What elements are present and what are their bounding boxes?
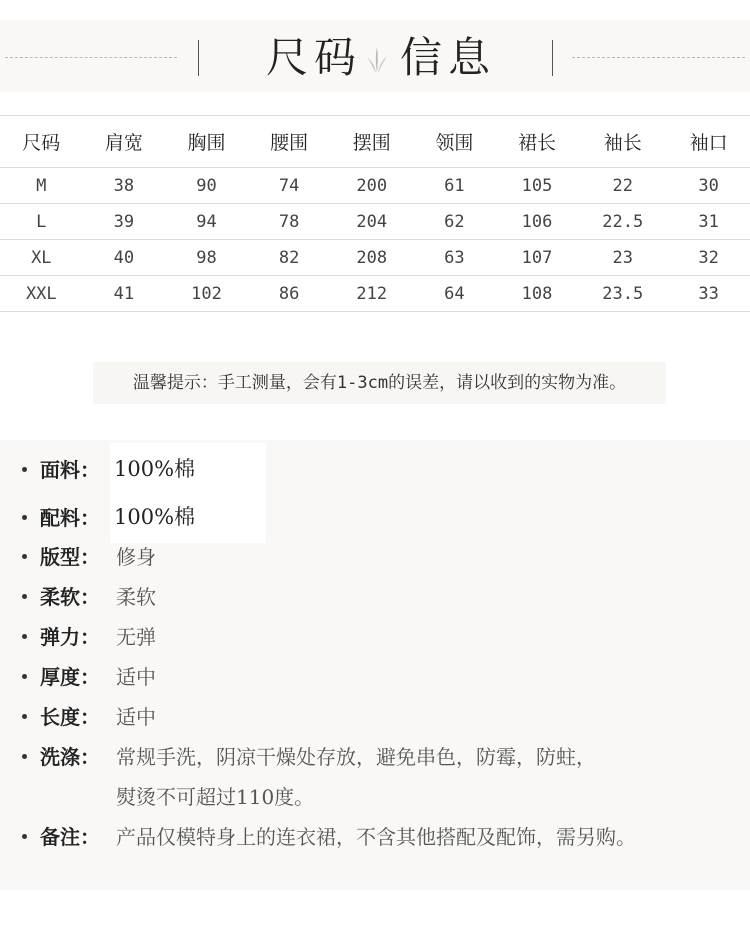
table-cell: 22.5: [578, 204, 667, 240]
table-cell: 23: [578, 240, 667, 276]
spec-item-fabric: [0, 450, 750, 490]
spec-item-washing: [0, 737, 750, 817]
header-divider-right: [572, 57, 745, 58]
table-cell: 64: [413, 276, 496, 312]
spec-label: 柔软：: [40, 585, 100, 609]
grass-leaf-icon: [366, 44, 388, 74]
column-header: 肩宽: [83, 116, 166, 168]
spec-value: 100%棉: [110, 491, 266, 543]
bullet-icon: [22, 634, 27, 639]
table-cell: 98: [165, 240, 248, 276]
table-row: [0, 276, 750, 312]
table-cell: 31: [667, 204, 750, 240]
spec-item-note: [0, 817, 750, 857]
table-cell: XXL: [0, 276, 83, 312]
table-row: [0, 240, 750, 276]
spec-label: 弹力：: [40, 625, 100, 649]
table-cell: 39: [83, 204, 166, 240]
table-cell: 200: [330, 168, 413, 204]
product-spec-list: [0, 440, 750, 890]
bullet-icon: [22, 754, 27, 759]
table-cell: XL: [0, 240, 83, 276]
header-bar-right: [552, 40, 553, 76]
column-header: 胸围: [165, 116, 248, 168]
spec-label: 配料：: [40, 506, 100, 530]
table-cell: 63: [413, 240, 496, 276]
bullet-icon: [22, 515, 27, 520]
table-cell: 108: [496, 276, 579, 312]
bullet-icon: [22, 594, 27, 599]
bullet-icon: [22, 834, 27, 839]
spec-item-softness: [0, 577, 750, 617]
spec-label: 洗涤：: [40, 745, 100, 769]
table-cell: 30: [667, 168, 750, 204]
table-cell: 204: [330, 204, 413, 240]
table-cell: 62: [413, 204, 496, 240]
table-cell: 107: [496, 240, 579, 276]
page-title-part2: 信息: [400, 33, 497, 82]
table-cell: 22: [578, 168, 667, 204]
column-header: 腰围: [248, 116, 331, 168]
spec-value: 产品仅模特身上的连衣裙，不含其他搭配及配饰，需另购。: [116, 825, 636, 849]
header-divider-left: [5, 57, 177, 58]
column-header: 摆围: [330, 116, 413, 168]
table-cell: 90: [165, 168, 248, 204]
column-header: 袖口: [667, 116, 750, 168]
bullet-icon: [22, 554, 27, 559]
size-table: [0, 115, 750, 312]
bullet-icon: [22, 674, 27, 679]
spec-value: 常规手洗，阴凉干燥处存放，避免串色，防霉，防蛀，: [116, 745, 596, 769]
spec-item-thickness: [0, 657, 750, 697]
table-cell: 32: [667, 240, 750, 276]
spec-value: 无弹: [116, 625, 156, 649]
table-cell: 208: [330, 240, 413, 276]
bullet-icon: [22, 467, 27, 472]
column-header: 裙长: [496, 116, 579, 168]
table-header-row: [0, 116, 750, 168]
table-cell: M: [0, 168, 83, 204]
table-cell: 41: [83, 276, 166, 312]
table-cell: 105: [496, 168, 579, 204]
spec-label: 备注：: [40, 825, 100, 849]
spec-label: 厚度：: [40, 665, 100, 689]
spec-value: 修身: [116, 545, 156, 569]
table-cell: 106: [496, 204, 579, 240]
spec-value: 柔软: [116, 585, 156, 609]
table-cell: 82: [248, 240, 331, 276]
table-cell: 40: [83, 240, 166, 276]
table-cell: L: [0, 204, 83, 240]
measurement-tip: 温馨提示：手工测量，会有1-3cm的误差，请以收到的实物为准。: [93, 362, 666, 404]
spec-value: 适中: [116, 705, 156, 729]
table-cell: 38: [83, 168, 166, 204]
table-cell: 86: [248, 276, 331, 312]
table-cell: 78: [248, 204, 331, 240]
table-cell: 23.5: [578, 276, 667, 312]
spec-item-length: [0, 697, 750, 737]
spec-label: 版型：: [40, 545, 100, 569]
spec-item-lining: [0, 498, 750, 538]
table-cell: 94: [165, 204, 248, 240]
column-header: 领围: [413, 116, 496, 168]
table-cell: 74: [248, 168, 331, 204]
column-header: 尺码: [0, 116, 83, 168]
spec-value: 100%棉: [110, 443, 266, 495]
spec-item-fit: [0, 537, 750, 577]
table-cell: 61: [413, 168, 496, 204]
header-bar-left: [198, 40, 199, 76]
bullet-icon: [22, 714, 27, 719]
spec-item-elasticity: [0, 617, 750, 657]
page-title-part1: 尺码: [266, 33, 363, 82]
spec-value-continued: 熨烫不可超过110度。: [116, 785, 315, 809]
spec-label: 面料：: [40, 458, 100, 482]
table-cell: 33: [667, 276, 750, 312]
table-cell: 212: [330, 276, 413, 312]
table-row: [0, 168, 750, 204]
column-header: 袖长: [578, 116, 667, 168]
spec-value: 适中: [116, 665, 156, 689]
table-cell: 102: [165, 276, 248, 312]
spec-label: 长度：: [40, 705, 100, 729]
table-row: [0, 204, 750, 240]
